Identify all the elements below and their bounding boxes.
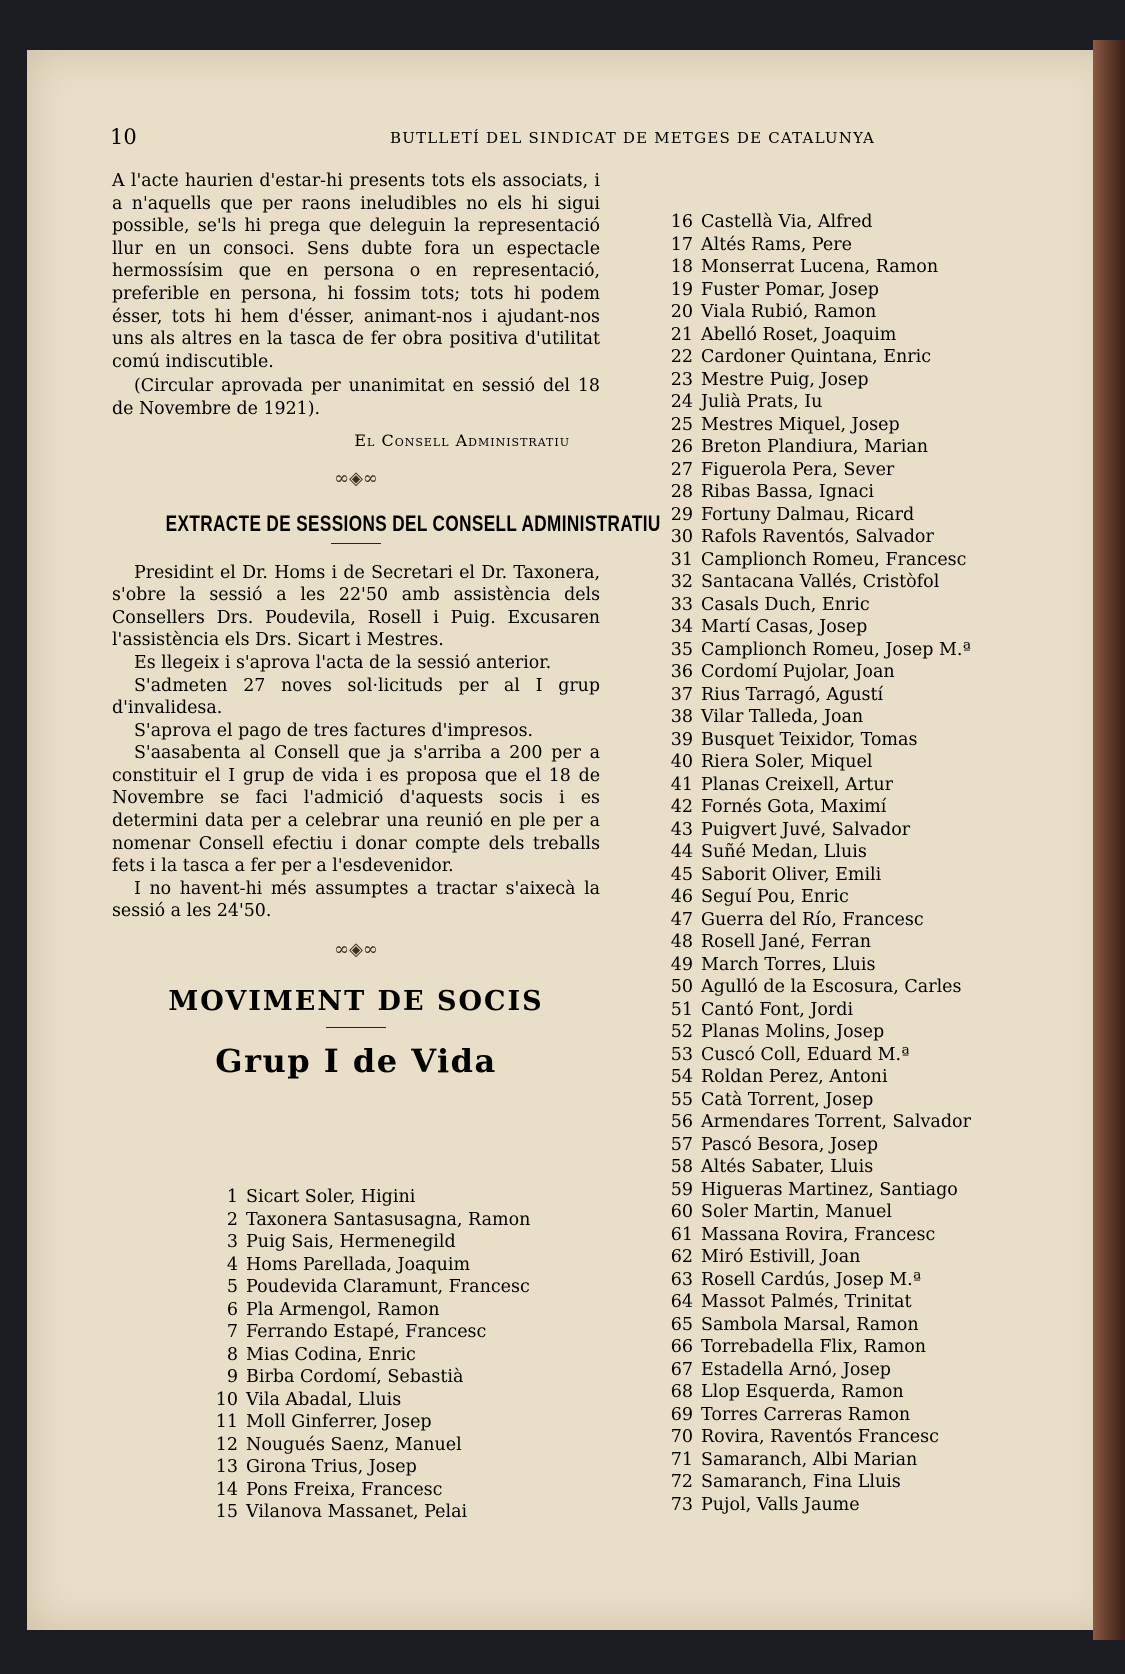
member-item (655, 1135, 1055, 1158)
member-item (655, 685, 1055, 708)
member-number: 57 (670, 1134, 693, 1155)
member-number: 59 (670, 1179, 693, 1200)
member-number: 47 (670, 909, 693, 930)
member-name: Fornés Gota, Maximí (701, 797, 887, 817)
member-item (655, 955, 1055, 978)
member-name: Pascó Besora, Josep (701, 1134, 879, 1155)
member-name: Rovira, Raventós Francesc (701, 1427, 939, 1447)
member-number: 20 (670, 302, 693, 322)
ornament-divider: ∞◈∞ (334, 467, 378, 489)
member-number: 5 (226, 1277, 238, 1297)
member-name: Cardoner Quintana, Enric (701, 347, 932, 367)
member-item (655, 325, 1055, 348)
member-name: Ferrando Estapé, Francesc (246, 1322, 487, 1342)
book-spine (1093, 40, 1125, 1640)
extract-paragraph: S'aasabenta al Consell que ja s'arriba a 200 per a constituir el I grup de vida i es proposa que el 18 de Novembre se faci l'admició d'aquests socis i es determini data per a celebrar una reunió en ple per a nomenar Consell efectiu i donar compte dels treballs fets i la tasca a fer per a l'esdevenidor. (112, 743, 600, 877)
member-item (655, 527, 1055, 550)
member-name: Puigvert Juvé, Salvador (701, 819, 911, 840)
member-number: 18 (670, 257, 693, 277)
member-name: Vila Abadal, Lluis (246, 1389, 402, 1410)
member-number: 43 (670, 819, 693, 840)
member-item (655, 977, 1055, 1000)
member-name: Pons Freixa, Francesc (246, 1479, 443, 1500)
member-name: Mias Codina, Enric (246, 1344, 416, 1365)
member-item (655, 707, 1055, 730)
member-number: 50 (670, 977, 693, 997)
member-number: 51 (670, 999, 693, 1020)
member-name: Guerra del Río, Francesc (701, 909, 924, 930)
member-item (655, 1292, 1055, 1315)
member-number: 72 (670, 1472, 693, 1492)
extract-paragraph: Presidint el Dr. Homs i de Secretari el Dr. Taxonera, s'obre la sessió a les 22'50 amb assistència dels Consellers Drs. Poudevila, Rosell i Puig. Excusaren l'assistència els Drs. Sicart i Mestres. (112, 562, 600, 651)
member-name: Taxonera Santasusagna, Ramon (246, 1209, 531, 1230)
member-name: Moll Ginferrer, Josep (246, 1412, 432, 1432)
member-item (200, 1390, 600, 1413)
member-name: Torrebadella Flix, Ramon (701, 1337, 927, 1357)
member-name: Breton Plandiura, Marian (701, 437, 929, 457)
member-name: Agulló de la Escosura, Carles (701, 977, 962, 997)
member-item (655, 347, 1055, 370)
member-item (655, 887, 1055, 910)
member-name: Homs Parellada, Joaquim (246, 1254, 471, 1275)
member-item (655, 1427, 1055, 1450)
member-number: 60 (670, 1202, 693, 1222)
member-number: 14 (215, 1479, 238, 1500)
member-name: Massot Palmés, Trinitat (701, 1292, 912, 1312)
member-item (655, 1270, 1055, 1293)
member-number: 34 (670, 617, 693, 637)
member-item (655, 460, 1055, 483)
member-item (655, 1315, 1055, 1338)
member-name: Samaranch, Albi Marian (701, 1449, 918, 1470)
member-item (655, 662, 1055, 685)
member-number: 69 (670, 1404, 693, 1425)
extract-paragraph: Es llegeix i s'aprova l'acta de la sessió anterior. (134, 652, 552, 673)
member-name: Planas Molins, Josep (701, 1022, 885, 1042)
member-number: 1 (226, 1187, 238, 1207)
member-name: Mestres Miquel, Josep (701, 414, 900, 435)
member-number: 53 (670, 1044, 693, 1065)
member-item (655, 1180, 1055, 1203)
member-item (655, 1157, 1055, 1180)
member-number: 24 (670, 392, 693, 412)
member-number: 4 (226, 1254, 238, 1275)
member-name: Rosell Jané, Ferran (701, 932, 871, 952)
member-item (655, 1495, 1055, 1518)
member-name: Ribas Bassa, Ignaci (701, 482, 874, 502)
member-item (655, 730, 1055, 753)
member-name: Julià Prats, Iu (701, 392, 823, 412)
member-item (655, 752, 1055, 775)
member-number: 36 (670, 662, 693, 682)
member-name: Soler Martin, Manuel (701, 1202, 892, 1222)
member-item (655, 820, 1055, 843)
member-item (655, 1022, 1055, 1045)
member-number: 65 (670, 1314, 693, 1335)
member-name: Massana Rovira, Francesc (701, 1224, 936, 1245)
member-item (200, 1300, 600, 1323)
member-name: Viala Rubió, Ramon (701, 302, 877, 322)
members-list-left (200, 1187, 600, 1525)
member-number: 6 (226, 1299, 238, 1320)
member-number: 11 (215, 1412, 238, 1432)
signature: El Consell Administratiu (354, 430, 570, 450)
member-name: Girona Trius, Josep (246, 1457, 417, 1477)
member-number: 67 (670, 1359, 693, 1380)
member-name: Seguí Pou, Enric (701, 887, 849, 907)
member-name: Sambola Marsal, Ramon (701, 1314, 919, 1335)
member-item (655, 617, 1055, 640)
member-number: 58 (670, 1157, 693, 1177)
member-number: 8 (226, 1344, 238, 1365)
member-number: 12 (215, 1434, 238, 1455)
member-number: 68 (670, 1382, 693, 1402)
member-number: 38 (670, 707, 693, 727)
member-name: Torres Carreras Ramon (701, 1404, 911, 1425)
member-name: Mestre Puig, Josep (701, 369, 869, 390)
member-name: Llop Esquerda, Ramon (701, 1382, 904, 1402)
members-list-right (655, 212, 1055, 1517)
member-name: Samaranch, Fina Lluis (701, 1472, 901, 1492)
member-number: 73 (670, 1494, 693, 1515)
member-number: 21 (670, 324, 693, 345)
member-number: 31 (670, 549, 693, 570)
member-number: 55 (670, 1089, 693, 1110)
member-number: 30 (670, 527, 693, 547)
member-item (200, 1322, 600, 1345)
member-item (655, 595, 1055, 618)
title-rule (326, 1027, 386, 1028)
member-name: Pujol, Valls Jaume (701, 1494, 860, 1515)
member-name: Monserrat Lucena, Ramon (701, 257, 939, 277)
member-name: Camplionch Romeu, Josep M.ª (701, 639, 971, 660)
member-item (655, 775, 1055, 798)
movement-title: MOVIMENT DE SOCIS (168, 986, 544, 1018)
extract-body (112, 562, 600, 924)
left-column (112, 170, 661, 1081)
member-item (655, 437, 1055, 460)
extract-paragraph: I no havent-hi més assumptes a tractar s'aixecà la sessió a les 24'50. (112, 878, 600, 922)
member-name: Fuster Pomar, Josep (701, 279, 879, 300)
member-item (655, 1382, 1055, 1405)
ornament-divider: ∞◈∞ (334, 939, 378, 961)
member-name: Rosell Cardús, Josep M.ª (701, 1269, 922, 1290)
member-item (655, 1202, 1055, 1225)
member-item (655, 910, 1055, 933)
member-item (200, 1210, 600, 1233)
member-item (655, 1450, 1055, 1473)
member-item (200, 1457, 600, 1480)
member-number: 66 (670, 1337, 693, 1357)
member-number: 41 (670, 774, 693, 795)
member-name: Miró Estivill, Joan (701, 1247, 861, 1267)
member-item (655, 1112, 1055, 1135)
member-item (655, 415, 1055, 438)
member-number: 7 (226, 1322, 238, 1342)
member-number: 37 (670, 684, 693, 705)
running-title: BUTLLETÍ DEL SINDICAT DE METGES DE CATALUNYA (390, 129, 876, 147)
member-item (655, 1247, 1055, 1270)
member-name: Casals Duch, Enric (701, 594, 870, 615)
member-name: Estadella Arnó, Josep (701, 1359, 891, 1380)
member-item (200, 1480, 600, 1503)
member-name: Birba Cordomí, Sebastià (246, 1367, 464, 1387)
member-name: Vilanova Massanet, Pelai (246, 1502, 468, 1522)
extract-title: EXTRACTE DE SESSIONS DEL CONSELL ADMINISTRATIU (165, 510, 661, 536)
member-number: 61 (670, 1224, 693, 1245)
member-number: 63 (670, 1269, 693, 1290)
member-number: 49 (670, 954, 693, 975)
member-name: Planas Creixell, Artur (701, 774, 893, 795)
member-item (655, 1225, 1055, 1248)
member-number: 26 (670, 437, 693, 457)
member-name: Suñé Medan, Lluis (701, 842, 867, 862)
member-number: 10 (215, 1389, 238, 1410)
member-name: Pla Armengol, Ramon (246, 1299, 440, 1320)
member-name: Martí Casas, Josep (701, 617, 868, 637)
extract-paragraph: S'admeten 27 noves sol·licituds per al I grup d'invalidesa. (112, 675, 600, 719)
member-name: March Torres, Lluis (701, 954, 876, 975)
member-item (655, 865, 1055, 888)
member-item (655, 1405, 1055, 1428)
member-number: 71 (670, 1449, 693, 1470)
member-number: 52 (670, 1022, 693, 1042)
member-name: Busquet Teixidor, Tomas (701, 729, 918, 750)
member-number: 39 (670, 729, 693, 750)
member-number: 54 (670, 1067, 693, 1087)
page-header (110, 125, 890, 155)
member-name: Abelló Roset, Joaquim (701, 324, 897, 345)
page-number: 10 (110, 125, 137, 149)
member-name: Cordomí Pujolar, Joan (701, 662, 895, 682)
member-item (655, 370, 1055, 393)
member-number: 27 (670, 459, 693, 480)
member-name: Rius Tarragó, Agustí (701, 684, 884, 705)
title-rule (331, 543, 381, 544)
member-name: Fortuny Dalmau, Ricard (701, 504, 915, 525)
member-item (655, 505, 1055, 528)
member-item (655, 932, 1055, 955)
member-item (655, 842, 1055, 865)
member-item (200, 1367, 600, 1390)
member-item (655, 1360, 1055, 1383)
member-item (200, 1412, 600, 1435)
member-number: 3 (226, 1232, 238, 1252)
member-name: Cuscó Coll, Eduard M.ª (701, 1044, 910, 1065)
member-number: 28 (670, 482, 693, 502)
member-item (655, 235, 1055, 258)
member-number: 70 (670, 1427, 693, 1447)
member-number: 44 (670, 842, 693, 862)
member-item (655, 392, 1055, 415)
member-item (655, 640, 1055, 663)
member-name: Higueras Martinez, Santiago (701, 1179, 958, 1200)
extract-paragraph: S'aprova el pago de tres factures d'impresos. (134, 720, 534, 741)
member-number: 45 (670, 864, 693, 885)
member-item (655, 797, 1055, 820)
circular-paragraph: A l'acte haurien d'estar-hi presents tots els associats, i a n'aquells que per raons ineludibles no els hi sigui possible, se'ls hi prega que deleguin la representació llur en un consoci. Sens dubte fora un espectacle hermossísim que en persona o en representació, preferible en persona, hi fossim tots; tots hi podem ésser, tots hi hem d'ésser, animant-nos i ajudant-nos uns als altres en la tasca de fer obra positiva d'utilitat comú indiscutible. (112, 171, 600, 372)
member-number: 40 (670, 752, 693, 772)
member-name: Poudevida Claramunt, Francesc (246, 1277, 530, 1297)
member-item (655, 1472, 1055, 1495)
member-number: 17 (670, 234, 693, 255)
member-number: 9 (226, 1367, 238, 1387)
member-number: 13 (215, 1457, 238, 1477)
member-number: 33 (670, 594, 693, 615)
member-name: Roldan Perez, Antoni (701, 1067, 888, 1087)
group-title: Grup I de Vida (215, 1042, 497, 1081)
member-number: 62 (670, 1247, 693, 1267)
member-number: 64 (670, 1292, 693, 1312)
member-item (655, 1337, 1055, 1360)
member-item (655, 1045, 1055, 1068)
member-name: Armendares Torrent, Salvador (701, 1112, 971, 1132)
member-item (200, 1187, 600, 1210)
member-number: 25 (670, 414, 693, 435)
member-name: Castellà Via, Alfred (701, 212, 873, 232)
member-item (655, 1067, 1055, 1090)
member-item (655, 280, 1055, 303)
member-item (655, 550, 1055, 573)
member-number: 2 (226, 1209, 238, 1230)
member-item (200, 1255, 600, 1278)
member-name: Saborit Oliver, Emili (701, 864, 882, 885)
member-name: Altés Sabater, Lluis (701, 1157, 874, 1177)
member-name: Vilar Talleda, Joan (701, 707, 864, 727)
member-name: Sicart Soler, Higini (246, 1187, 416, 1207)
member-name: Camplionch Romeu, Francesc (701, 549, 967, 570)
member-number: 22 (670, 347, 693, 367)
member-name: Catà Torrent, Josep (701, 1089, 874, 1110)
member-name: Nougués Saenz, Manuel (246, 1434, 462, 1455)
circular-approval: (Circular aprovada per unanimitat en sessió del 18 de Novembre de 1921). (112, 376, 600, 419)
member-number: 19 (670, 279, 693, 300)
member-item (655, 257, 1055, 280)
member-name: Riera Soler, Miquel (701, 752, 873, 772)
member-item (200, 1435, 600, 1458)
member-item (655, 1090, 1055, 1113)
member-name: Rafols Raventós, Salvador (701, 527, 934, 547)
member-item (655, 482, 1055, 505)
member-item (655, 572, 1055, 595)
member-item (655, 302, 1055, 325)
member-number: 46 (670, 887, 693, 907)
member-number: 16 (670, 212, 693, 232)
member-item (200, 1232, 600, 1255)
member-number: 29 (670, 504, 693, 525)
member-name: Santacana Vallés, Cristòfol (701, 572, 940, 592)
member-item (655, 212, 1055, 235)
member-item (200, 1345, 600, 1368)
member-item (655, 1000, 1055, 1023)
member-number: 35 (670, 639, 693, 660)
member-number: 56 (670, 1112, 693, 1132)
member-name: Altés Rams, Pere (701, 234, 852, 255)
member-item (200, 1502, 600, 1525)
member-number: 48 (670, 932, 693, 952)
member-number: 15 (215, 1502, 238, 1522)
member-number: 32 (670, 572, 693, 592)
member-name: Cantó Font, Jordi (701, 999, 854, 1020)
member-item (200, 1277, 600, 1300)
member-name: Puig Sais, Hermenegild (246, 1232, 456, 1252)
member-number: 42 (670, 797, 693, 817)
member-name: Figuerola Pera, Sever (701, 459, 895, 480)
member-number: 23 (670, 369, 693, 390)
